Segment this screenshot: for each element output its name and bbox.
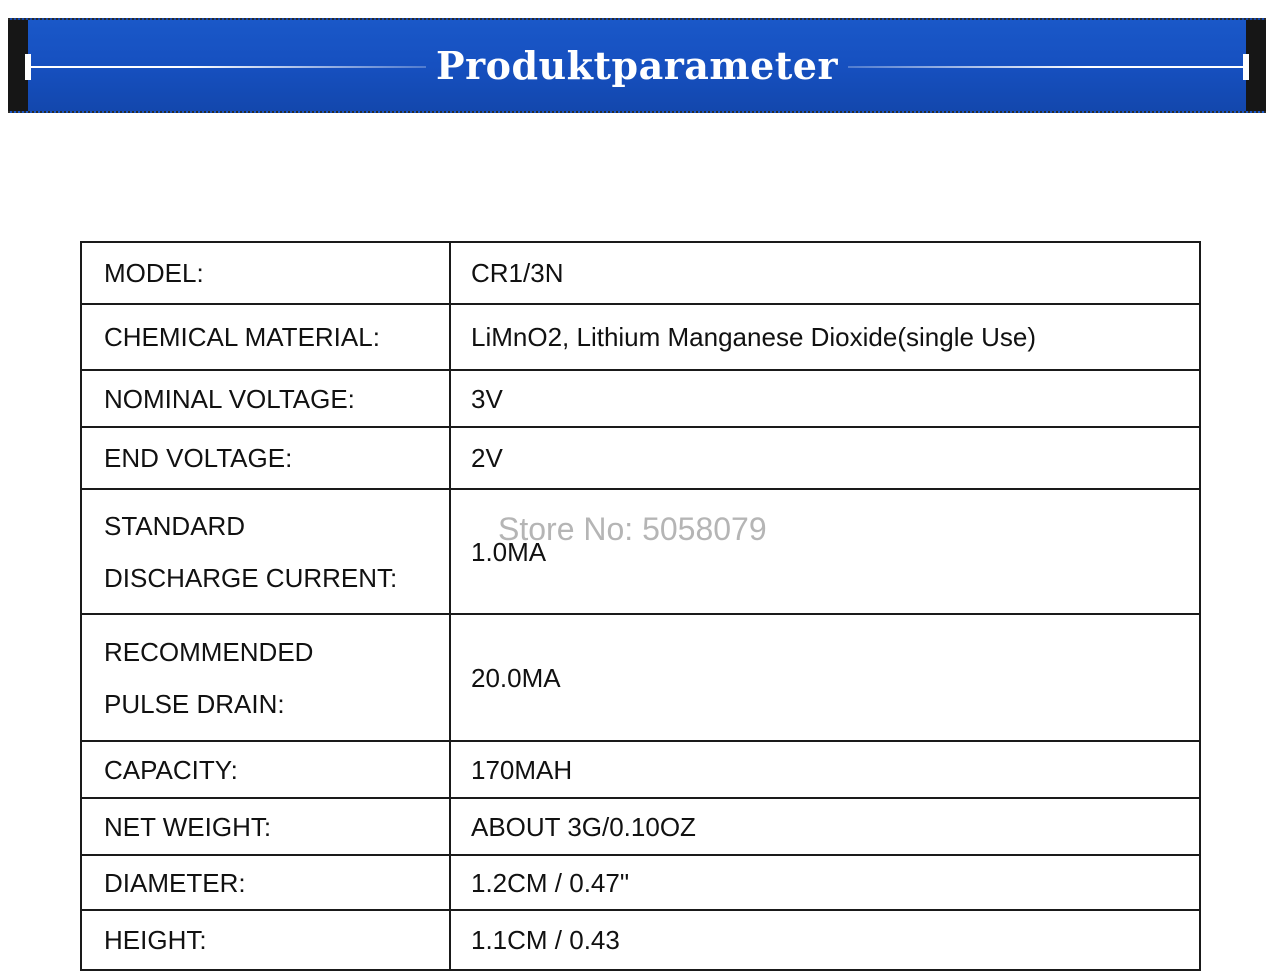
spec-row-diameter [81,855,1200,910]
spec-row-height [81,910,1200,970]
spec-row-chemical-material [81,304,1200,370]
spec-value: 2V [450,427,1200,489]
spec-value: LiMnO2, Lithium Manganese Dioxide(single Use) [450,304,1200,370]
spec-value: CR1/3N [450,242,1200,304]
spec-value: 1.0MA [450,489,1200,614]
spec-label-line2: PULSE DRAIN: [104,688,285,719]
banner-title: Produktparameter [436,43,838,88]
spec-row-standard-discharge-current [81,489,1200,614]
spec-value: 20.0MA [450,614,1200,741]
spec-table [80,241,1201,971]
spec-value: 1.2CM / 0.47" [450,855,1200,910]
spec-label-line1: STANDARD [104,510,246,541]
spec-row-model [81,242,1200,304]
spec-label: MODEL: [81,242,450,304]
spec-label-line1: RECOMMENDED [104,636,314,667]
spec-row-nominal-voltage [81,370,1200,427]
store-watermark: Store No: 5058079 [498,511,767,547]
header-banner [8,18,1266,113]
spec-value: ABOUT 3G/0.10OZ [450,798,1200,855]
spec-row-net-weight [81,798,1200,855]
spec-label: CAPACITY: [81,741,450,798]
spec-label: DIAMETER: [81,855,450,910]
spec-row-capacity [81,741,1200,798]
spec-label [81,614,450,741]
spec-label: END VOLTAGE: [81,427,450,489]
spec-value: 170MAH [450,741,1200,798]
spec-label [81,489,450,614]
spec-row-end-voltage [81,427,1200,489]
spec-label: CHEMICAL MATERIAL: [81,304,450,370]
spec-label: HEIGHT: [81,910,450,970]
spec-label: NOMINAL VOLTAGE: [81,370,450,427]
spec-value: 1.1CM / 0.43 [450,910,1200,970]
spec-label-line2: DISCHARGE CURRENT: [104,562,398,593]
spec-label: NET WEIGHT: [81,798,450,855]
spec-value: 3V [450,370,1200,427]
spec-row-recommended-pulse-drain [81,614,1200,741]
